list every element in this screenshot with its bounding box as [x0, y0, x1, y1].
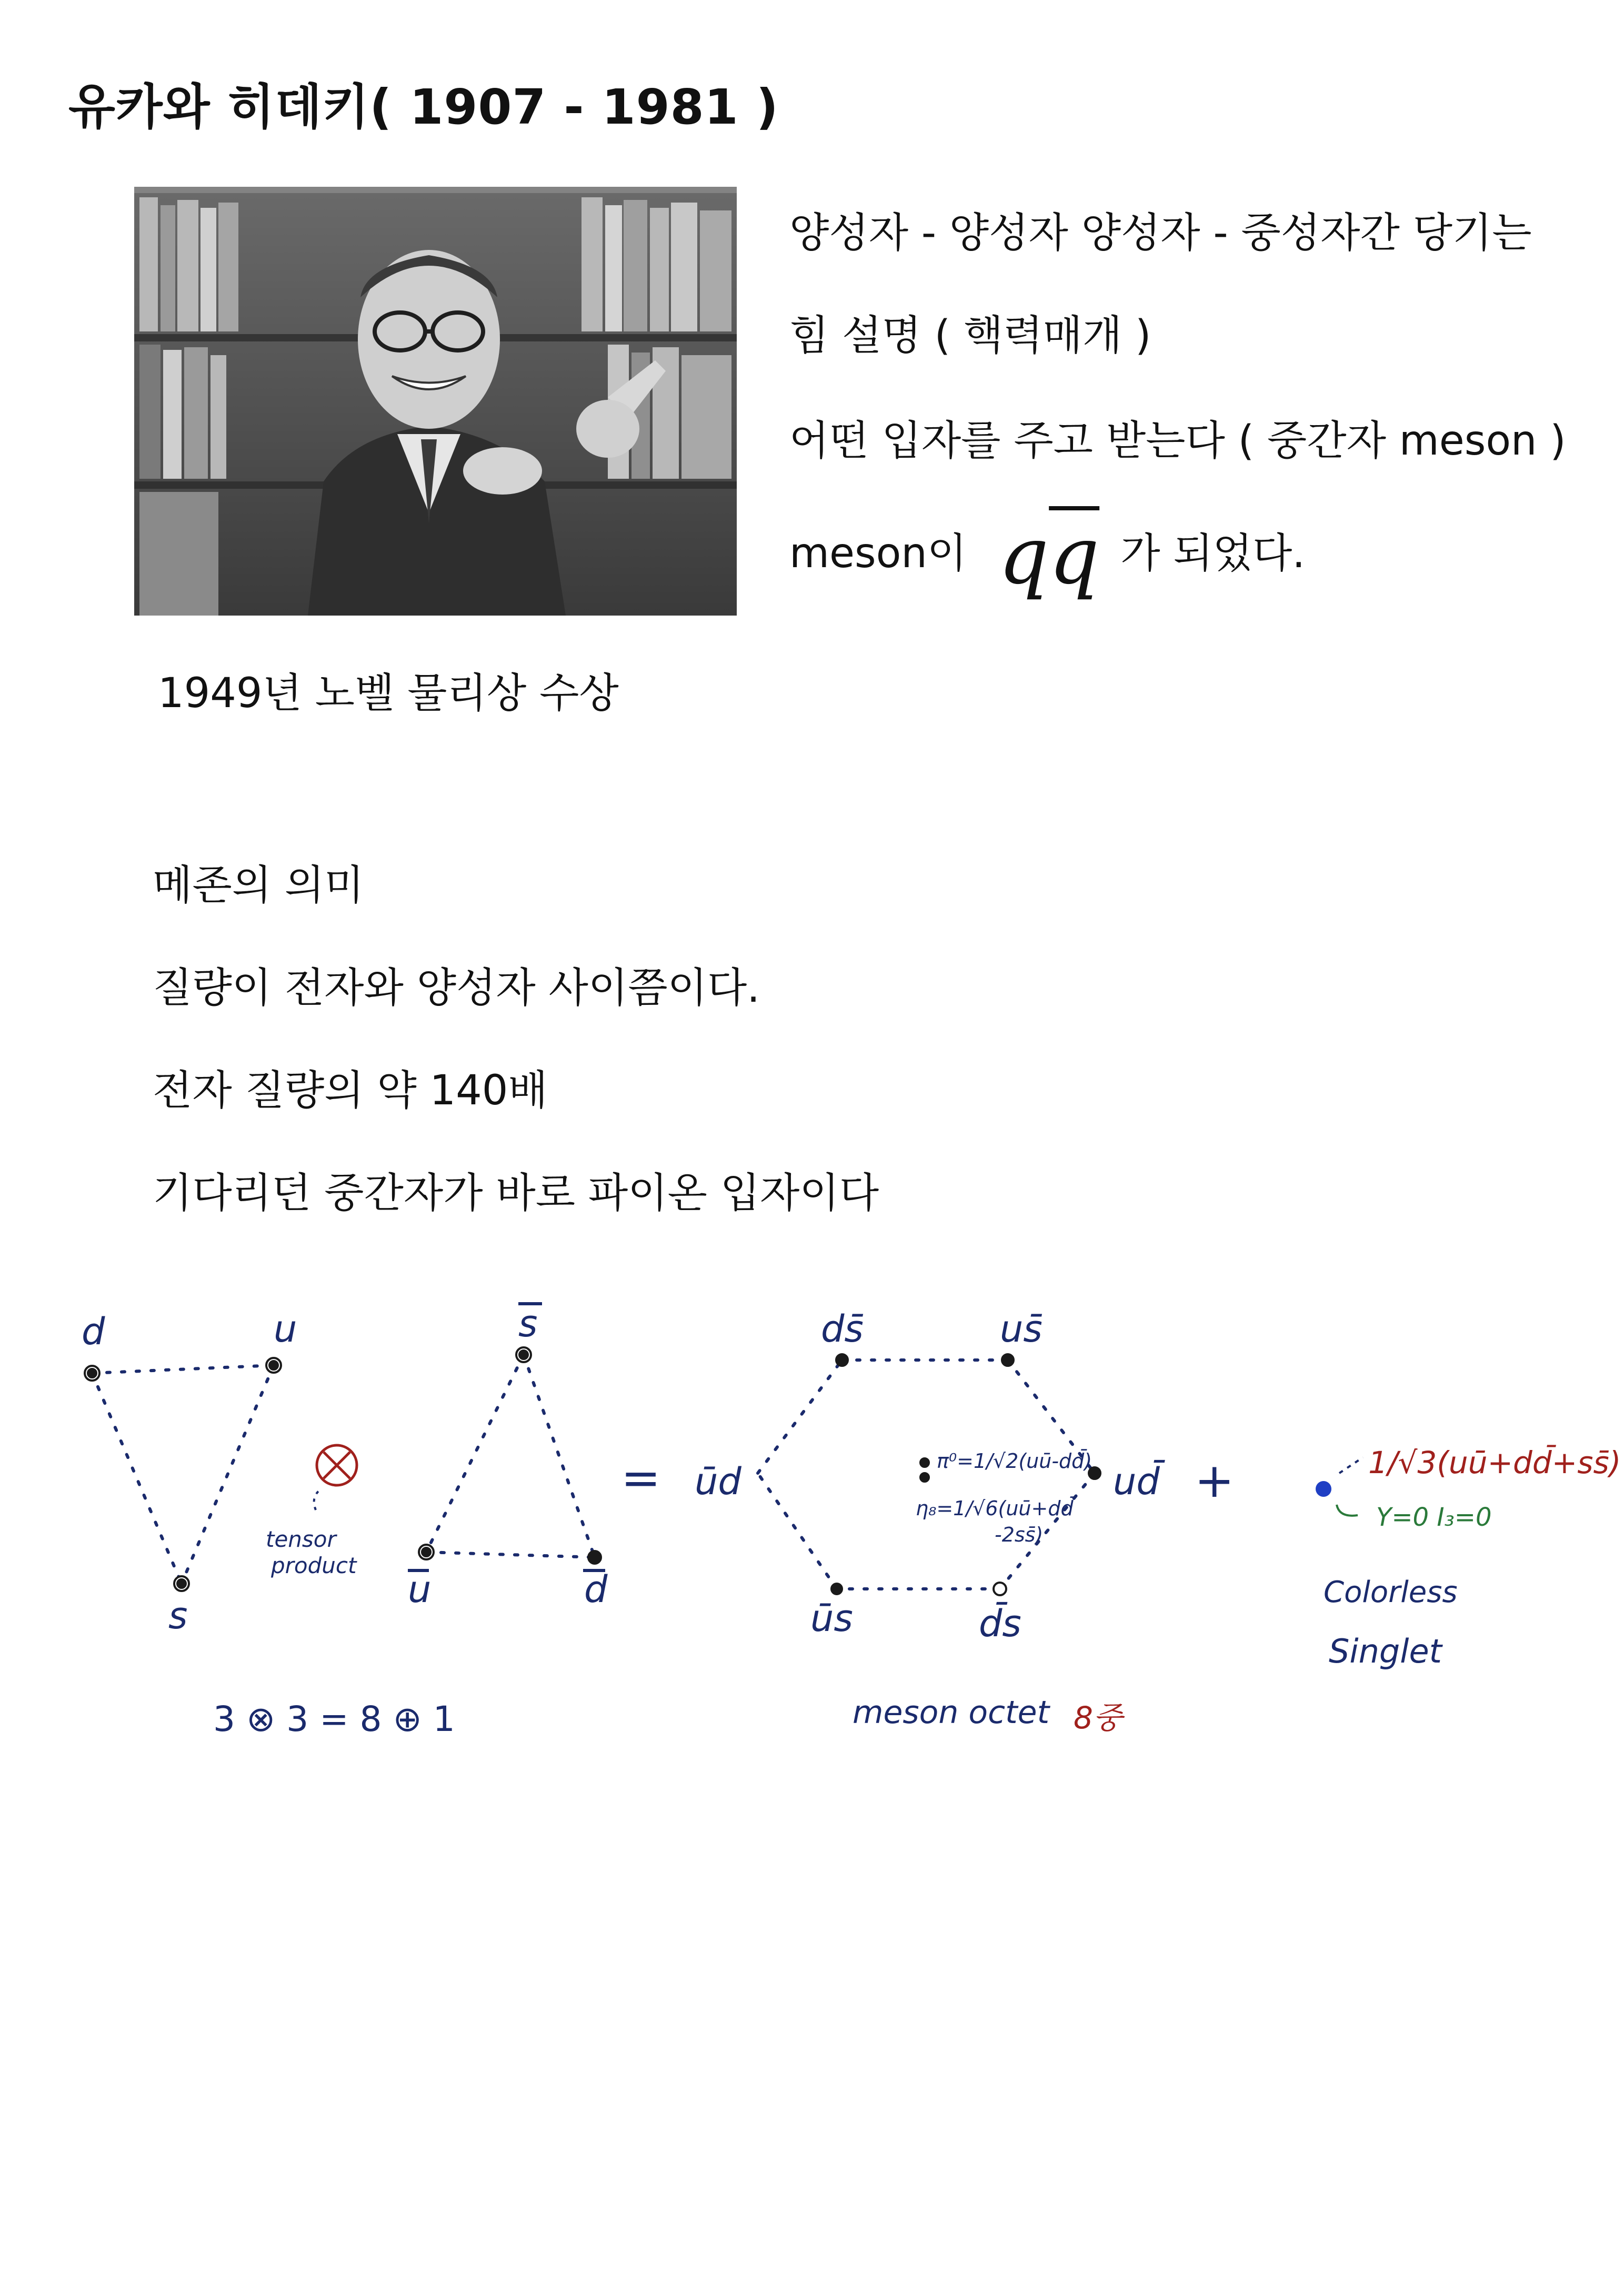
label-dbar: d	[584, 1568, 608, 1611]
plus-sign: +	[1195, 1453, 1235, 1508]
equals-sign: =	[621, 1451, 661, 1506]
label-d: d	[82, 1310, 105, 1353]
yukawa-photo	[134, 187, 737, 616]
tensor-equation: 3 ⊗ 3 = 8 ⊕ 1	[213, 1699, 455, 1739]
octet-label: meson octet	[853, 1694, 1050, 1731]
q-qbar-formula	[998, 510, 1099, 602]
meson-heading: 메존의 의미	[153, 862, 364, 909]
label-dbar-s: d̄s	[979, 1602, 1021, 1645]
label-ds-bar: ds̄	[821, 1307, 864, 1351]
singlet-label: Singlet	[1329, 1632, 1442, 1670]
singlet-formula: 1/√3(uū+dd̄+ss̄)	[1368, 1445, 1621, 1481]
meson-line2: 전자 질량의 약 140배	[153, 1067, 548, 1114]
otimes-symbol	[317, 1445, 357, 1485]
colorless-label: Colorless	[1324, 1575, 1458, 1609]
label-u: u	[274, 1307, 297, 1351]
singlet-dot	[1316, 1481, 1331, 1497]
meson-line3: 기다리던 중간자가 바로 파이온 입자이다	[153, 1170, 879, 1217]
pi0-formula: π⁰=1/√2(uū-dd̄)	[937, 1449, 1092, 1473]
eta8-formula-l2: -2ss̄)	[995, 1523, 1044, 1546]
meson-line1: 질량이 전자와 양성자 사이쯤이다.	[153, 964, 760, 1012]
right-text-line1: 양성자 - 양성자 양성자 - 중성자간 당기는	[789, 209, 1532, 257]
label-ubar: u	[408, 1568, 432, 1611]
tensor-label-1: tensor	[266, 1526, 336, 1552]
quark-diagram	[0, 1284, 1624, 1757]
singlet-quantum-numbers: Y=0 I₃=0	[1376, 1503, 1492, 1532]
label-s: s	[168, 1594, 188, 1637]
label-ud-bar: ud̄	[1113, 1460, 1160, 1503]
label-ubar-d: ūd	[695, 1460, 741, 1503]
label-sbar: s	[518, 1302, 538, 1345]
q-symbol: q	[998, 510, 1049, 602]
photo-caption: 1949년 노벨 물리상 수상	[158, 670, 619, 717]
label-us-bar: us̄	[1000, 1307, 1042, 1351]
octet-korean-label: 8중	[1074, 1700, 1122, 1736]
meson-prefix: meson이	[789, 530, 967, 577]
qbar-symbol: $\overline{q}$	[1049, 510, 1100, 602]
page-title: 유카와 히데키( 1907 - 1981 )	[68, 79, 779, 135]
right-text-line4	[789, 510, 1305, 602]
right-text-line2: 힘 설명 ( 핵력매개 )	[789, 312, 1151, 359]
eta8-formula-l1: η₈=1/√6(uū+dd̄	[916, 1497, 1074, 1520]
label-ubar-s: ūs	[810, 1597, 853, 1640]
meson-suffix: 가 되었다.	[1120, 530, 1306, 577]
tensor-label-2: product	[271, 1553, 357, 1578]
right-text-line3: 어떤 입자를 주고 받는다 ( 중간자 meson )	[789, 417, 1566, 465]
